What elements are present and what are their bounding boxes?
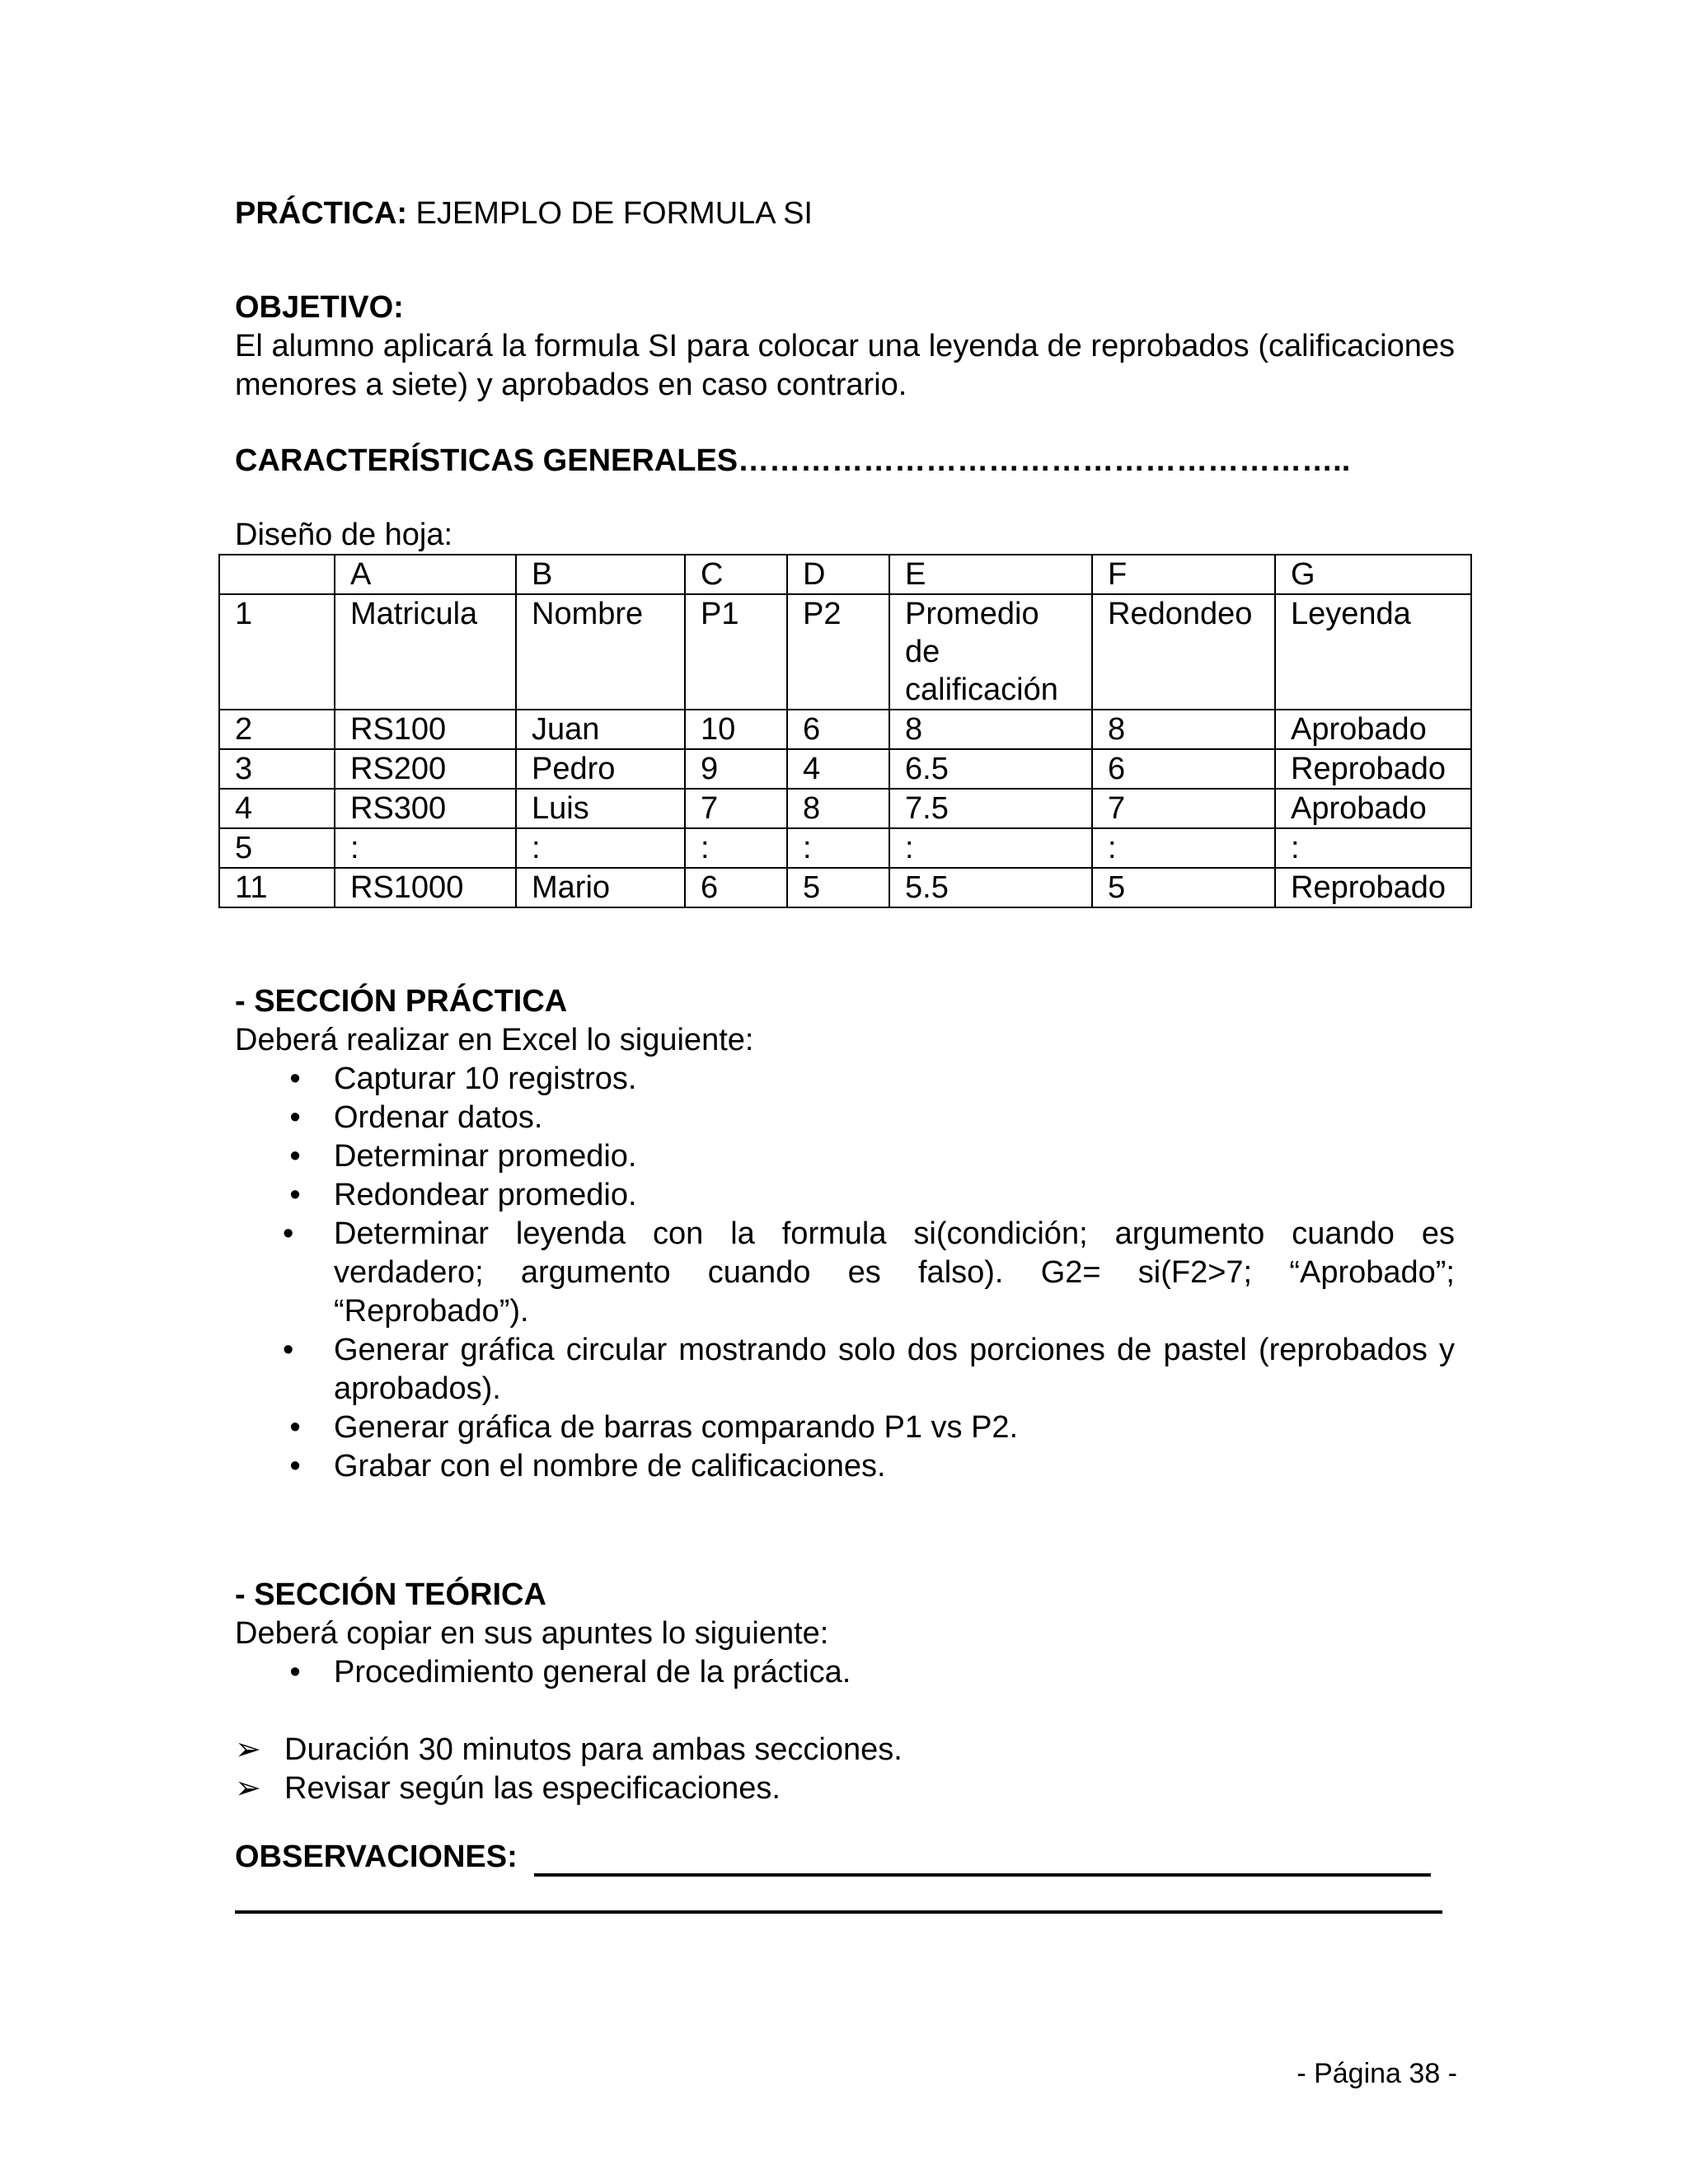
table-row	[219, 749, 1471, 789]
list-item: • Generar gráfica circular mostrando solo dos porciones de pastel (reprobados y aprobados).	[283, 1333, 1455, 1406]
table-cell: Leyenda	[1275, 594, 1471, 710]
arrow-bullet-icon: ➢	[235, 1771, 261, 1806]
objective-section	[235, 288, 1455, 405]
table-cell: Aprobado	[1275, 710, 1471, 749]
table-cell: 7	[1092, 789, 1275, 828]
bullet-icon: •	[289, 1655, 301, 1690]
header-cell-d: D	[787, 555, 889, 594]
table-cell: :	[1275, 828, 1471, 868]
bullet-icon: •	[283, 1216, 294, 1251]
characteristics-dots: …………………………………………………..	[738, 443, 1351, 478]
observations-line-1	[534, 1873, 1431, 1877]
table-cell: 5	[787, 868, 889, 907]
table-row	[219, 594, 1471, 710]
characteristics-label: CARACTERÍSTICAS GENERALES	[235, 443, 738, 478]
table-cell: 8	[889, 710, 1092, 749]
table-cell: 10	[685, 710, 787, 749]
table-cell: :	[685, 828, 787, 868]
observations-line-2	[235, 1910, 1442, 1914]
table-row	[219, 710, 1471, 749]
table-cell: :	[516, 828, 685, 868]
header-cell-g: G	[1275, 555, 1471, 594]
list-item: • Ordenar datos.	[235, 1099, 1455, 1137]
practical-heading: - SECCIÓN PRÁCTICA	[235, 984, 568, 1019]
table-cell: 1	[219, 594, 335, 710]
sheet-caption: Diseño de hoja:	[235, 518, 453, 552]
table-cell: 11	[219, 868, 335, 907]
list-item: • Redondear promedio.	[235, 1176, 1455, 1215]
table-cell: P1	[685, 594, 787, 710]
table-row	[219, 868, 1471, 907]
bullet-icon: •	[289, 1139, 301, 1174]
table-cell: 4	[219, 789, 335, 828]
bullet-icon: •	[283, 1333, 294, 1367]
bullet-icon: •	[289, 1178, 301, 1212]
table-cell: :	[787, 828, 889, 868]
bullet-icon: •	[289, 1449, 301, 1483]
list-item: • Generar gráfica de barras comparando P1 vs P2.	[235, 1408, 1455, 1447]
table-cell: Reprobado	[1275, 749, 1471, 789]
bullet-icon: •	[289, 1100, 301, 1135]
table-cell: Luis	[516, 789, 685, 828]
notes-list	[235, 1731, 1455, 1808]
header-cell-e: E	[889, 555, 1092, 594]
table-header-row	[219, 555, 1471, 594]
table-cell: 8	[1092, 710, 1275, 749]
notes-section	[235, 1731, 1455, 1808]
objective-label: OBJETIVO:	[235, 290, 404, 325]
table-cell: RS100	[335, 710, 516, 749]
table-cell: 8	[787, 789, 889, 828]
table-cell: :	[1092, 828, 1275, 868]
table-cell: 2	[219, 710, 335, 749]
sheet-design-table	[218, 554, 1472, 908]
table-cell: 4	[787, 749, 889, 789]
table-cell: Juan	[516, 710, 685, 749]
table-cell: RS1000	[335, 868, 516, 907]
bullet-icon: •	[289, 1410, 301, 1445]
table-cell: Redondeo	[1092, 594, 1275, 710]
theoretical-list	[235, 1653, 1455, 1692]
practice-title	[235, 194, 1455, 233]
characteristics-heading	[235, 442, 1455, 480]
table-cell: 6	[685, 868, 787, 907]
header-cell-a: A	[335, 555, 516, 594]
table-cell: Mario	[516, 868, 685, 907]
theoretical-intro: Deberá copiar en sus apuntes lo siguiente:	[235, 1616, 829, 1651]
list-item: • Determinar leyenda con la formula si(condición; argumento cuando es verdadero; argumento cuando es falso). G2= si(F2>7; “Aprobado”; “Reprobado”).	[283, 1216, 1455, 1329]
table-cell: Matricula	[335, 594, 516, 710]
table-cell: RS300	[335, 789, 516, 828]
header-cell-corner	[219, 555, 335, 594]
practical-section	[235, 982, 1455, 1486]
table-cell: Pedro	[516, 749, 685, 789]
practical-list	[235, 1060, 1455, 1486]
table-cell: RS200	[335, 749, 516, 789]
theoretical-heading: - SECCIÓN TEÓRICA	[235, 1577, 546, 1612]
table-row	[219, 789, 1471, 828]
header-cell-f: F	[1092, 555, 1275, 594]
practical-intro: Deberá realizar en Excel lo siguiente:	[235, 1023, 754, 1057]
theoretical-section	[235, 1576, 1455, 1692]
table-row	[219, 828, 1471, 868]
practice-label: PRÁCTICA:	[235, 196, 407, 231]
header-cell-c: C	[685, 555, 787, 594]
table-cell: :	[889, 828, 1092, 868]
arrow-bullet-icon: ➢	[235, 1732, 261, 1767]
table-cell: 6.5	[889, 749, 1092, 789]
header-cell-b: B	[516, 555, 685, 594]
practice-name: EJEMPLO DE FORMULA SI	[415, 196, 813, 231]
table-cell: P2	[787, 594, 889, 710]
table-cell: 5.5	[889, 868, 1092, 907]
table-cell: 7	[685, 789, 787, 828]
table-cell: Nombre	[516, 594, 685, 710]
bullet-icon: •	[289, 1062, 301, 1096]
table-cell: Aprobado	[1275, 789, 1471, 828]
list-item: • Capturar 10 registros.	[235, 1060, 1455, 1099]
table-cell: :	[335, 828, 516, 868]
page-number: - Página 38 -	[1296, 2058, 1457, 2089]
table-cell: 3	[219, 749, 335, 789]
table-cell: 9	[685, 749, 787, 789]
table-cell: 7.5	[889, 789, 1092, 828]
list-item: • Procedimiento general de la práctica.	[235, 1653, 1455, 1692]
observations-label: OBSERVACIONES:	[235, 1840, 518, 1874]
table-cell: 5	[219, 828, 335, 868]
table-cell: 6	[787, 710, 889, 749]
list-item: • Determinar promedio.	[235, 1137, 1455, 1176]
table-cell: Promedio de calificación	[889, 594, 1092, 710]
list-item: ➢ Revisar según las especificaciones.	[235, 1769, 1455, 1808]
list-item: • Grabar con el nombre de calificaciones.	[235, 1447, 1455, 1486]
table-cell: Reprobado	[1275, 868, 1471, 907]
list-item: ➢ Duración 30 minutos para ambas secciones.	[235, 1731, 1455, 1769]
objective-text: El alumno aplicará la formula SI para colocar una leyenda de reprobados (calificaciones menores a siete) y aprobados en caso contrario.	[235, 329, 1455, 402]
table-cell: 5	[1092, 868, 1275, 907]
table-cell: 6	[1092, 749, 1275, 789]
